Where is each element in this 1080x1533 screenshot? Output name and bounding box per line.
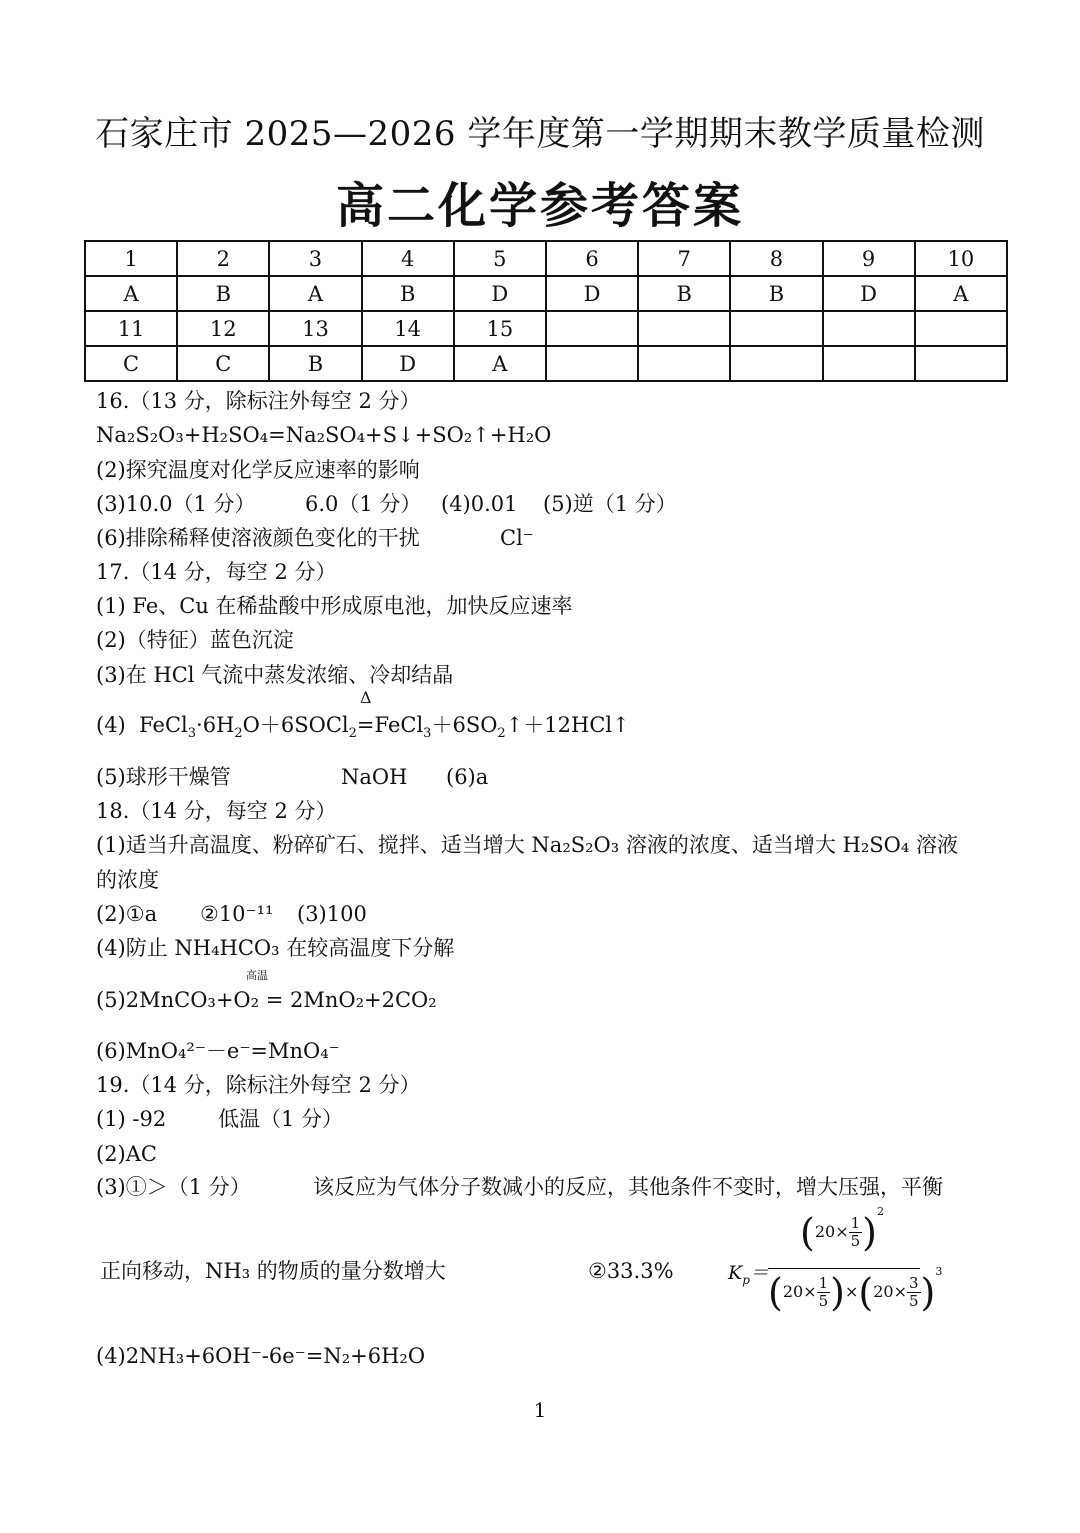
q17-answer-5a: (5)球形干燥管 — [96, 765, 231, 789]
kp-expression — [728, 1205, 943, 1322]
table-cell — [546, 346, 638, 381]
table-cell — [823, 346, 915, 381]
q17-answer-4-label: (4) — [96, 713, 126, 737]
table-cell: B — [730, 276, 822, 311]
kp-symbol: $K_p=$ — [728, 1262, 769, 1287]
answer-table-answer-row-1 — [85, 276, 1007, 311]
q16-answer-1: Na₂S₂O₃+H₂SO₄=Na₂SO₄+S↓+SO₂↑+H₂O — [96, 423, 552, 447]
table-cell: 14 — [362, 311, 454, 346]
q16-answer-4: (4)0.01 — [441, 492, 518, 516]
q16-answer-3a: (3)10.0（1 分） — [96, 492, 256, 516]
q19-answer-3-reason-line1: 该反应为气体分子数减小的反应，其他条件不变时，增大压强，平衡 — [313, 1175, 943, 1199]
q17-heading: 17.（14 分，每空 2 分） — [96, 560, 337, 584]
q16-answer-3b: 6.0（1 分） — [305, 492, 422, 516]
answer-table-answer-row-2 — [85, 346, 1007, 381]
table-cell: D — [546, 276, 638, 311]
q19-answer-2: (2)AC — [96, 1142, 157, 1166]
table-cell: B — [269, 346, 361, 381]
table-cell: C — [177, 346, 269, 381]
table-cell: B — [362, 276, 454, 311]
table-cell: 12 — [177, 311, 269, 346]
table-cell: 9 — [823, 241, 915, 276]
table-cell: 4 — [362, 241, 454, 276]
q18-heading: 18.（14 分，每空 2 分） — [96, 799, 337, 823]
q18-answer-5: (5)2MnCO₃+O₂ = 2MnO₂+2CO₂ — [96, 988, 437, 1012]
q16-answer-6a: (6)排除稀释使溶液颜色变化的干扰 — [96, 526, 420, 550]
document-title: 石家庄市 2025—2026 学年度第一学期期末教学质量检测 — [95, 114, 985, 154]
document-subtitle: 高二化学参考答案 — [335, 178, 744, 234]
q18-answer-4: (4)防止 NH₄HCO₃ 在较高温度下分解 — [96, 936, 455, 960]
answer-table-number-row-2 — [85, 311, 1007, 346]
q18-answer-3: (3)100 — [297, 902, 367, 926]
q19-answer-3-label: (3)①＞（1 分） — [96, 1175, 251, 1199]
table-cell: 5 — [454, 241, 546, 276]
q16-answer-2: (2)探究温度对化学反应速率的影响 — [96, 458, 420, 482]
high-temperature-condition: 高温 — [246, 969, 268, 982]
table-cell: 7 — [638, 241, 730, 276]
table-cell: 1 — [85, 241, 177, 276]
table-cell: 15 — [454, 311, 546, 346]
q18-answer-6: (6)MnO₄²⁻－e⁻=MnO₄⁻ — [96, 1039, 340, 1063]
q19-answer-3-reason-line2: 正向移动，NH₃ 的物质的量分数增大 — [100, 1259, 446, 1283]
table-cell: 3 — [269, 241, 361, 276]
table-cell: C — [85, 346, 177, 381]
q17-answer-1: (1) Fe、Cu 在稀盐酸中形成原电池，加快反应速率 — [96, 594, 573, 618]
table-cell: 2 — [177, 241, 269, 276]
q19-answer-3-part2: ②33.3% — [588, 1259, 674, 1283]
kp-denominator: (20× $\frac{1}{5}$ )×(20× $\frac{3}{5}$ )$^3$ — [768, 1265, 943, 1315]
table-cell: 6 — [546, 241, 638, 276]
q16-answer-6b: Cl⁻ — [500, 526, 534, 550]
table-cell — [915, 346, 1007, 381]
table-cell: 11 — [85, 311, 177, 346]
table-cell — [823, 311, 915, 346]
q19-heading: 19.（14 分，除标注外每空 2 分） — [96, 1073, 421, 1097]
q17-answer-4: (4) $FeCl_3\cdot 6H_2O+6SOCl_2$ Δ $=FeCl_3+6SO_2↑+12HCl↑$ — [96, 688, 630, 742]
table-cell: 8 — [730, 241, 822, 276]
q17-answer-5b: NaOH — [341, 765, 408, 789]
table-cell — [638, 346, 730, 381]
table-cell: 13 — [269, 311, 361, 346]
q19-answer-1b: 低温（1 分） — [218, 1107, 344, 1131]
q18-answer-2a: (2)①a — [96, 902, 158, 926]
table-cell: 10 — [915, 241, 1007, 276]
table-cell: A — [85, 276, 177, 311]
table-cell — [730, 346, 822, 381]
table-cell — [546, 311, 638, 346]
table-cell: B — [638, 276, 730, 311]
kp-numerator: (20× $\frac{1}{5}$ )$^2$ — [800, 1205, 884, 1255]
table-cell — [730, 311, 822, 346]
table-cell: A — [269, 276, 361, 311]
table-cell: A — [454, 346, 546, 381]
answer-table — [84, 240, 1008, 382]
q18-answer-2b: ②10⁻¹¹ — [200, 902, 274, 926]
q17-answer-3: (3)在 HCl 气流中蒸发浓缩、冷却结晶 — [96, 663, 454, 687]
heating-condition-mark: Δ — [359, 688, 372, 707]
kp-fraction-bar — [768, 1268, 920, 1269]
table-cell: A — [915, 276, 1007, 311]
q17-answer-2: (2)（特征）蓝色沉淀 — [96, 628, 294, 652]
q19-answer-1a: (1) -92 — [96, 1107, 167, 1131]
q19-answer-4: (4)2NH₃+6OH⁻-6e⁻=N₂+6H₂O — [96, 1344, 426, 1368]
answer-table-number-row-1 — [85, 241, 1007, 276]
table-cell — [915, 311, 1007, 346]
table-cell: D — [362, 346, 454, 381]
table-cell — [638, 311, 730, 346]
page-number: 1 — [533, 1398, 547, 1422]
table-cell: D — [823, 276, 915, 311]
q18-answer-1-line1: (1)适当升高温度、粉碎矿石、搅拌、适当增大 Na₂S₂O₃ 溶液的浓度、适当增大 H₂SO₄ 溶液 — [96, 833, 958, 857]
q16-answer-5: (5)逆（1 分） — [543, 492, 677, 516]
table-cell: B — [177, 276, 269, 311]
q18-answer-1-line2: 的浓度 — [96, 868, 159, 892]
table-cell: D — [454, 276, 546, 311]
q17-answer-6: (6)a — [446, 765, 489, 789]
q16-heading: 16.（13 分，除标注外每空 2 分） — [96, 389, 421, 413]
